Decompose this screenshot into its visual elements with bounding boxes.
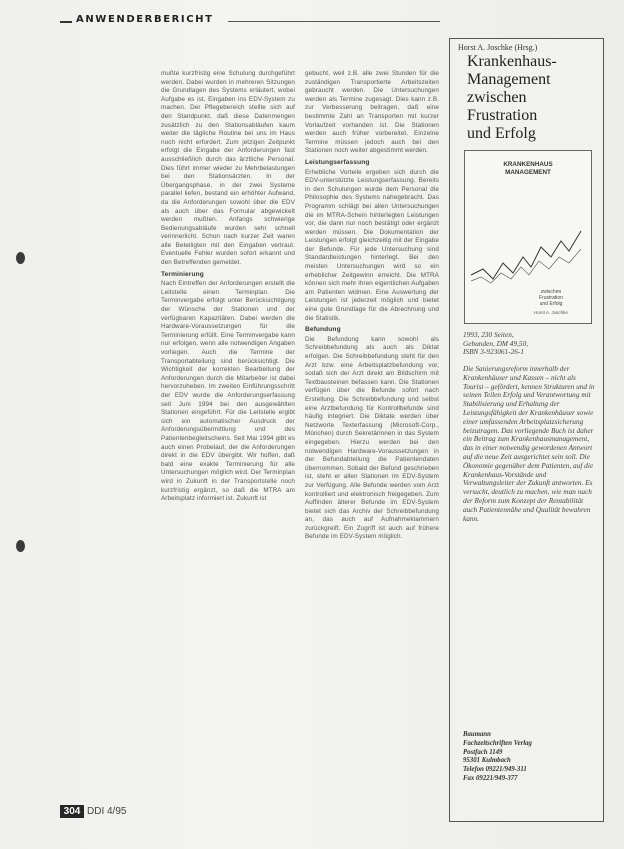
paragraph: Erhebliche Vorteile ergeben sich durch die EDV-unterstützte Leistungserfassung. Bereits in den Schulungen wurde dem Personal die Philosophie des Systems nahegebracht. Das Programm schlägt bei allen Untersuchungen die im MTRA-Schein hinterlegten Leistungen vor, die dann nur noch bestätigt oder ergänzt werden müssen. Die Dokumentation der Leistungen erfolgt gleichzeitig mit der Eingabe der Befunde. Für jede Untersuchung sind Standardleistungen hinterlegt. Bei den meisten Untersuchungen wird so ein erheblicher Zeitgewinn erreicht. Die MTRA können sich mehr ihren eigentlichen Aufgaben am Patienten widmen. Eine Auswertung der Leistungen ist jederzeit möglich und bietet eine gute Grundlage für die Abrechnung und die Statistik. [305,168,439,322]
punch-hole [16,252,25,264]
title-line: Krankenhaus- [467,53,557,70]
book-advertisement [449,38,604,822]
publisher-contact [463,731,595,784]
publisher-line: Postfach 1149 [463,748,503,756]
title-line: Management [467,71,551,88]
publisher-line: 95301 Kulmbach [463,757,511,765]
publisher-line: Baumann [463,731,491,738]
punch-hole [16,540,25,552]
book-title [467,53,597,143]
cover-subtitle [521,289,581,307]
title-line: zwischen [467,89,527,106]
section-title: ANWENDERBERICHT [76,14,214,25]
cover-graph-illustration [469,223,587,293]
book-details-line: Gebunden, DM 49,50, [463,338,529,348]
publisher-line: Fachzeitschriften Verlag [463,739,532,747]
book-cover [464,150,592,324]
book-details [463,331,595,357]
section-header [60,14,440,28]
cover-subtitle-line: zwischen [540,289,562,295]
page-number: 304 [60,805,84,818]
cover-title-line: MANAGEMENT [505,169,551,176]
cover-title [465,161,591,177]
paragraph: mußte kurzfristig eine Schulung durchgeführt werden. Dabei wurden in mehreren Sitzungen die Grundlagen des Systems erläutert, wobei Aufgabe es ist, Eingaben ins EDV-System zu machen. Der Pflegebereich stellte sich auf den Standpunkt, daß diese Datenmengen zusätzlich zu den Stationsabläufen kaum weiter die tägliche Routine bei uns im Haus noch nicht erfordert. Zum jetzigen Zeitpunkt erfolgt die Eingabe der Anforderungen fast ausschließlich durch das ärztliche Personal. Dies führt immer wieder zu Mehrbelastungen bei den Stationsärzten. In der Übergangsphase, in der zwei Systeme parallel liefen, bestand ein erhöhter Aufwand, da die Anforderungen sowohl über die EDV als auch über das Formular abgewickelt werden mußten. Anfangs schwierige Bedienungsabläufe wurden sehr schnell verinnerlicht. Schon nach kurzer Zeit waren alle Beteiligten mit den Eingaben vertraut. Eventuelle Fehler wurden sofort erkannt und den Betreffenden gemeldet. [161,70,295,267]
article-column-1 [161,70,295,800]
title-line: und Erfolg [467,125,536,142]
publisher-line: Telefon 09221/949-311 [463,766,527,774]
issue-label: DDI 4/95 [87,806,127,817]
cover-subtitle-line: Frustration [539,295,563,301]
article-column-2 [305,70,439,825]
paragraph: Nach Eintreffen der Anforderungen erstellt die Leitstelle einen Terminplan. Die Terminvergabe erfolgt unter Berücksichtigung der Wünsche der Stationen und der verfügbaren Kapazitäten. Dabei werden die Hardware-Voraussetzungen für die Terminierung erfüllt. Eine Terminvergabe kann nur erfolgen, wenn alle notwendigen Angaben vorliegen. Auch die Termine der Transportabteilung sind berücksichtigt. Die Wichtigkeit der korrekten Bearbeitung der Anforderungen durch die Mitarbeiter ist dabei hervorzuheben. Im zweiten Einführungsschritt der EDV wurde die Anforderungserfassung seit Juni 1994 bei den ausgewählten Stationen eingeführt. Für die Leitstelle ergibt sich ein automatischer Ausdruck der Anforderungsübermittlung und des Patientenbegleitscheins. Seit Mai 1994 gibt es auch einen Probelauf, der die Anforderungen direkt in die EDV übergibt. Wir hoffen, daß bald eine exakte Terminierung für alle Untersuchungen möglich wird. Der Terminplan wird in Zukunft in der Transportstelle noch kurzfristig ergänzt, so daß die MTRA am Arbeitsplatz informiert ist. Zukunft ist [161,280,295,503]
header-rule [60,21,72,23]
cover-subtitle-line: und Erfolg [539,301,563,307]
book-description: Die Sanierungsreform innerhalb der Krankenhäuser und Kassen – nicht als Tourist – gefördert, kennen Strukturen und in seinen Teilen Erfolg und Verantwortung mit Stabilisierung und Erhaltung der Leistungsfähigkeit der Krankenhäuser sowie einer umfassenden Arbeitsplatzsicherung beizutragen. Das vorliegende Buch ist daher ein Beitrag zum Krankenhausmanagement, das in einer notwendig gewordenen Antwort auf die neue Zeit ausgerichtet sein soll. Die Ökonomie gegenüber dem Patienten, auf die Krankenhaus-Vorstände und Verwaltungsleiter der Zukunft antworten. Es versucht, deutlich zu machen, wie man nach der Reform zum Konzept der Rentabilität auch Patientennähe und Qualität bewahren kann. [463,365,595,523]
paragraph: gebucht, weil z.B. alle zwei Stunden für die zuständigen Transportierte Arbeitszeiten gebraucht werden. Die Untersuchungen werden als Termine zugesagt. Dies kann z.B. zur Verbesserung beitragen, daß eine bestimmte Zahl an Transporten mit kurzer Vorlaufzeit vorhanden ist. Die Stationen werden auch früher vorbereitet. Einzelne Termine müssen jedoch auch bei den Stationen noch weiter abgestimmt werden. [305,70,439,155]
book-editor: Horst A. Joschke (Hrsg.) [458,43,538,52]
publisher-line: Fax 09221/949-377 [463,774,518,782]
cover-author: Horst A. Joschke [534,310,568,315]
subheading-terminierung: Terminierung [161,270,204,278]
book-details-line: ISBN 3-923061-26-1 [463,347,525,357]
header-rule [228,21,440,22]
paragraph: Die Befundung kann sowohl als Schreibbefundung als auch als Diktat erfolgen. Die Schreibbefundung steht für den Arzt bzw. eine Arbeitsplatzbefundung vor, sodaß sich der Arzt direkt am Bildschirm mit Textbausteinen befassen kann. Die Stationen verfügen über die Befunde sofort nach Erstellung. Die Schreibbefundung und selbst eine Arztbefundung für Kontrollbefunde sind häufig integriert. Die Diktate werden über Netzworte Texterfassung (Microsoft-Corp., München) durch Sekretärinnen in das System eingegeben. Hierzu werden bei den notwendigen Hardware-Voraussetzungen in der Befundabteilung die Patientendaten übernommen. Sobald der Befund geschrieben ist, steht er allen Stationen im EDV-System zur Verfügung. Alle Befunde werden vom Arzt kontrolliert und elektronisch freigegeben. Zum Auffinden älterer Befunde im EDV-System bietet sich das Archiv der Schreibbefundung an, das auch auf Aufnahmeklammern zurückgreift. Ein Zugriff ist auch auf frühere Befunde im EDV-System möglich. [305,335,439,541]
subheading-leistungserfassung: Leistungserfassung [305,158,370,166]
book-details-line: 1993, 230 Seiten, [463,330,514,339]
cover-title-line: KRANKENHAUS [503,161,553,168]
title-line: Frustration [467,107,538,124]
subheading-befundung: Befundung [305,326,341,334]
